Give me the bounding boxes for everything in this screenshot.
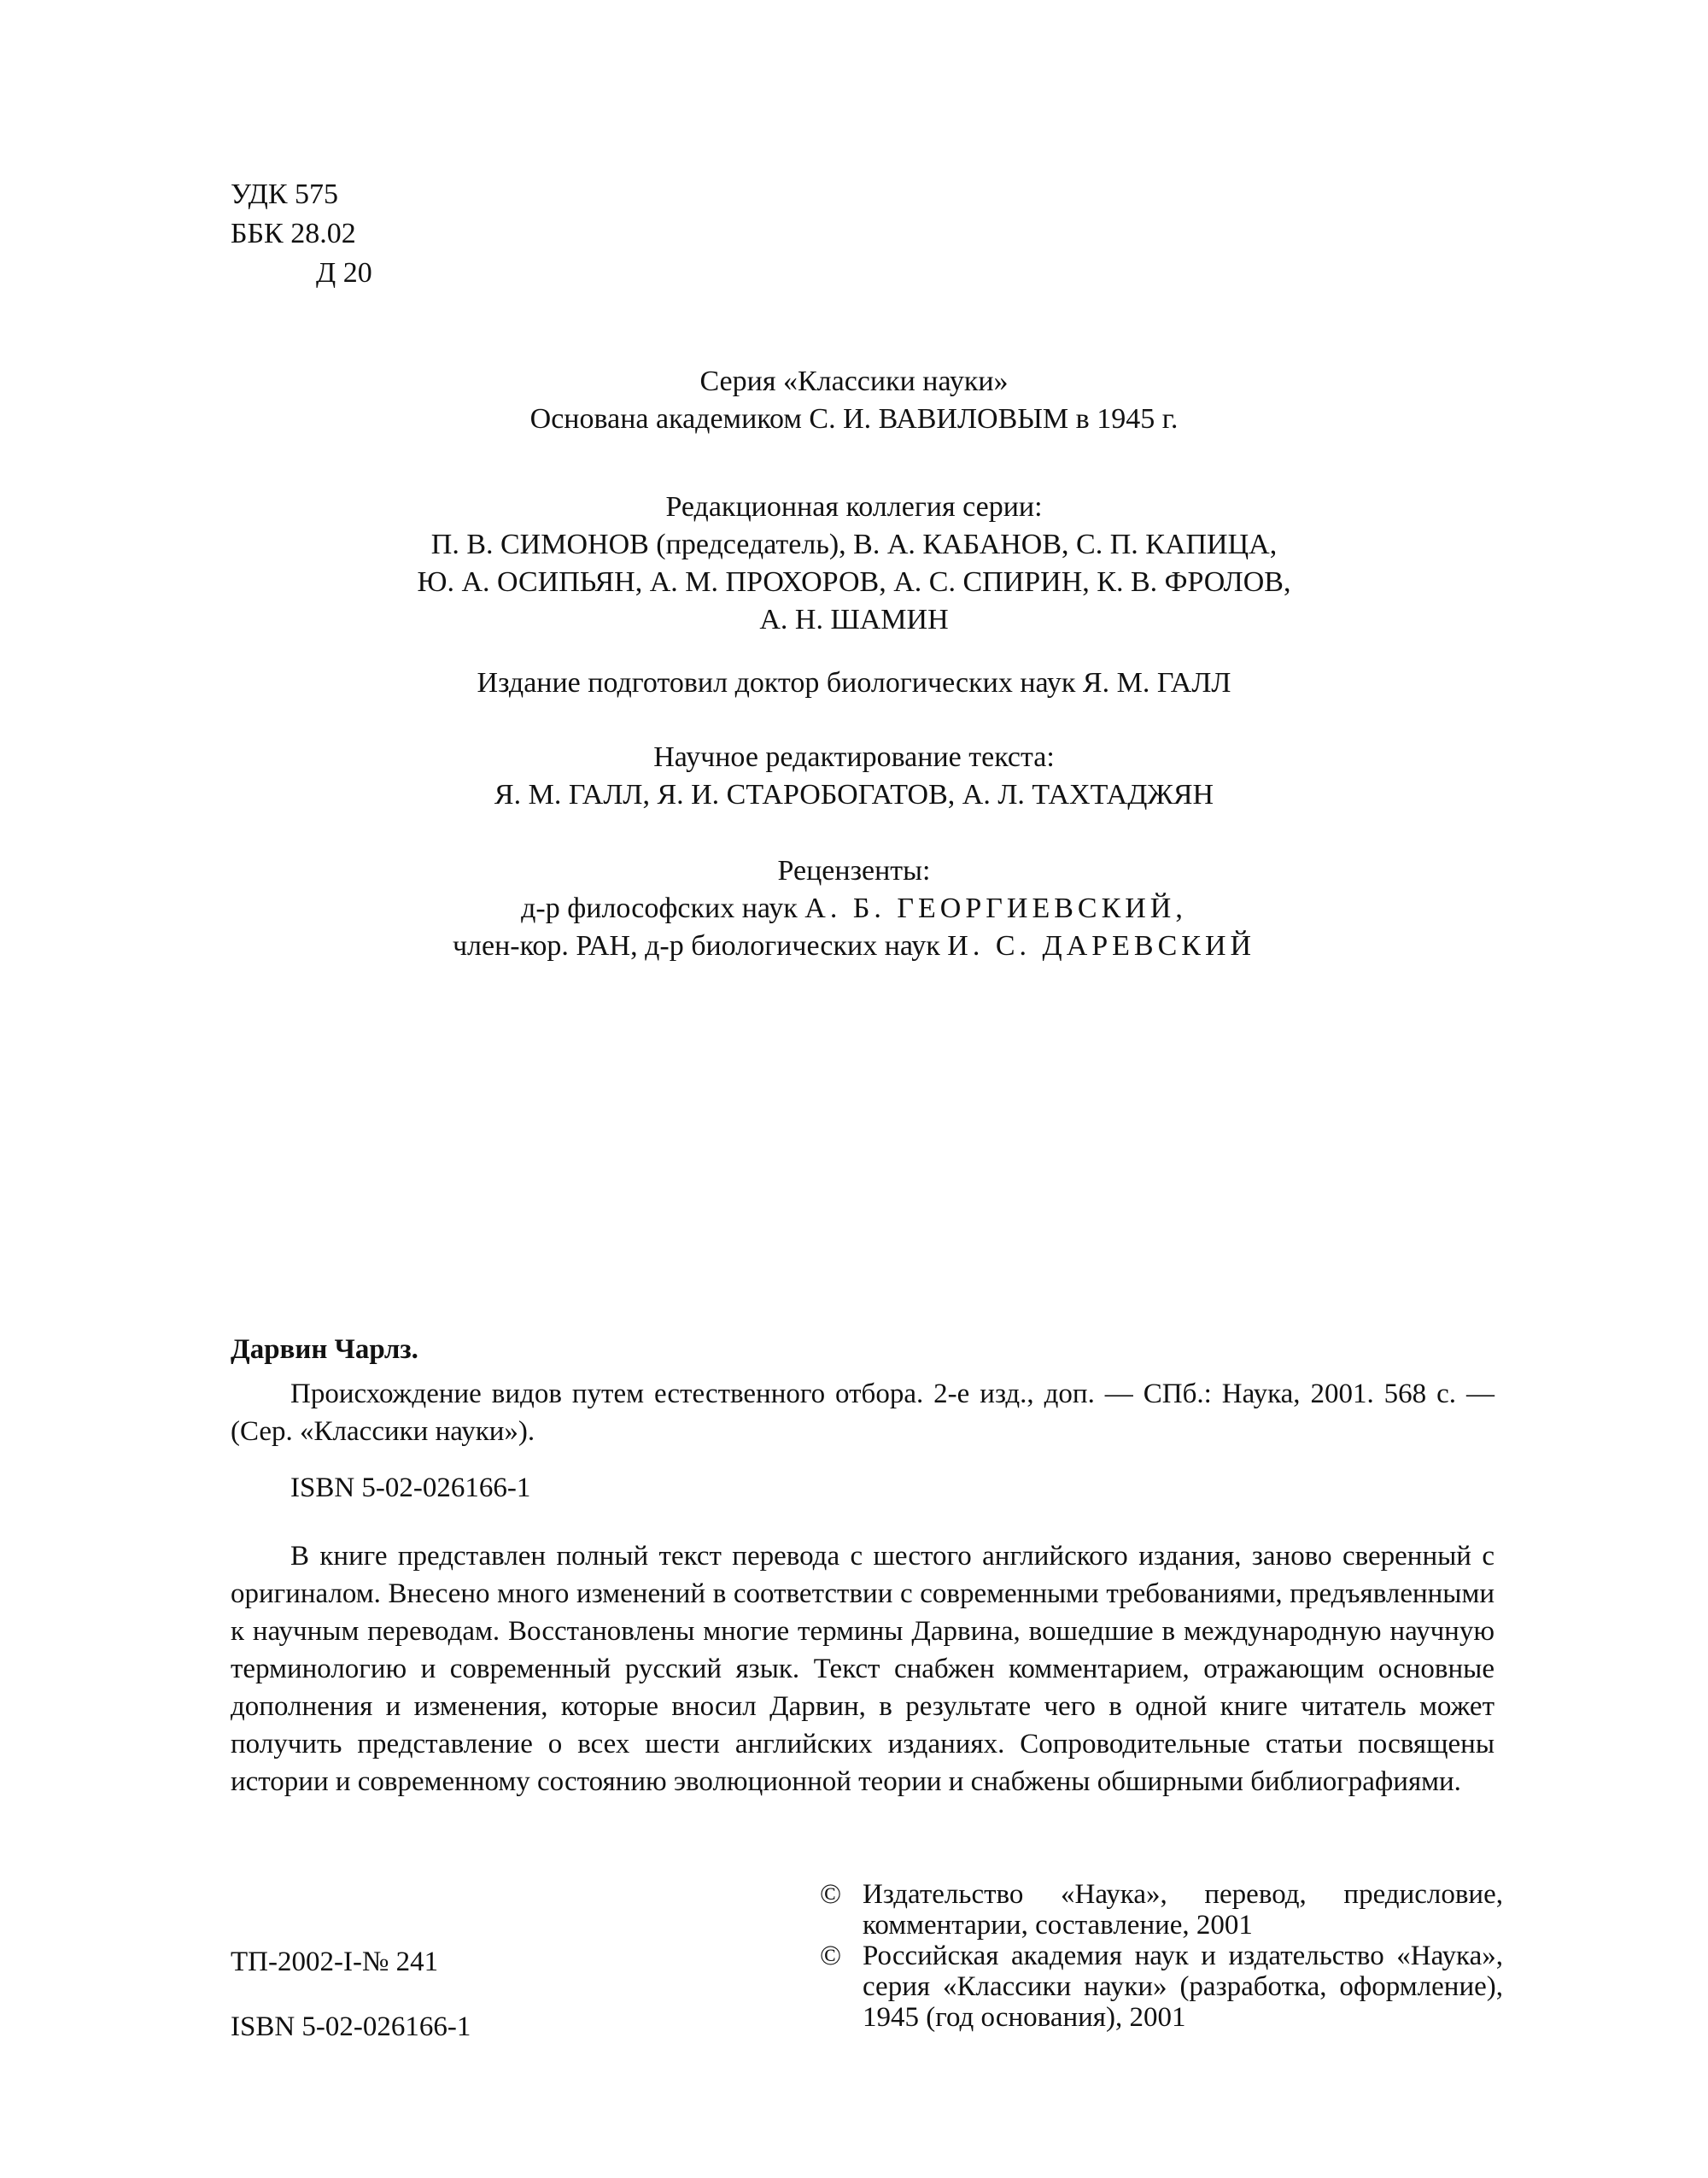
editorial-board-heading: Редакционная коллегия серии: [665, 491, 1043, 523]
editorial-board-line: А. Н. ШАМИН [759, 604, 949, 635]
scientific-editing-names: Я. М. ГАЛЛ, Я. И. СТАРОБОГАТОВ, А. Л. ТАХТАДЖЯН [494, 779, 1214, 811]
copyright-symbol: © [820, 1941, 842, 1971]
reviewer-name: И. С. ДАРЕВСКИЙ [947, 930, 1256, 962]
copyright-text: Издательство «Наука», перевод, предисловие, комментарии, составление, 2001 [863, 1879, 1503, 1941]
bibliographic-record [231, 1331, 1494, 1800]
prepared-by-text: Издание подготовил доктор биологических наук Я. М. ГАЛЛ [477, 667, 1231, 699]
reviewer-title: д-р философских наук [521, 893, 805, 924]
reviewer-title: член-кор. РАН, д-р биологических наук [452, 930, 948, 962]
record-isbn: ISBN 5-02-026166-1 [290, 1472, 531, 1503]
prepared-by [0, 665, 1708, 702]
copyright-symbol: © [820, 1879, 842, 1910]
footer-isbn: ISBN 5-02-026166-1 [231, 2011, 471, 2042]
tp-code: ТП-2002-I-№ 241 [231, 1947, 439, 1977]
reviewer-line [0, 928, 1708, 965]
copyright-notice [820, 1941, 1503, 2033]
scientific-editing-block [0, 739, 1708, 814]
record-description: Происхождение видов путем естественного отбора. 2-е изд., доп. — СПб.: Наука, 2001. 568 с. — (Сер. «Классики науки»). [231, 1379, 1494, 1447]
series-founded: Основана академиком С. И. ВАВИЛОВЫМ в 1945 г. [529, 403, 1179, 435]
copyright-block [820, 1879, 1503, 2033]
bbk-code: ББК 28.02 [231, 218, 356, 249]
editorial-board-line: П. В. СИМОНОВ (председатель), В. А. КАБАНОВ, С. П. КАПИЦА, [430, 529, 1278, 560]
udk-code: УДК 575 [231, 179, 339, 210]
editorial-board-block [0, 489, 1708, 639]
reviewers-heading: Рецензенты: [777, 855, 931, 887]
reviewers-block [0, 852, 1708, 965]
series-block [0, 363, 1708, 438]
record-author: Дарвин Чарлз. [231, 1334, 418, 1365]
copyright-text: Российская академия наук и издательство «Наука», серия «Классики науки» (разработка, оформление), 1945 (год основания), 2001 [863, 1941, 1503, 2033]
classification-block [231, 175, 372, 293]
record-abstract: В книге представлен полный текст перевода с шестого английского издания, заново сверенный с оригиналом. Внесено много изменений в соответствии с современными требованиями, предъявленными к научным переводам. Восстановлены многие термины Дарвина, вошедшие в международную научную терминологию и современный русский язык. Текст снабжен комментарием, отражающим основные дополнения и изменения, которые вносил Дарвин, в результате чего в одной книге читатель может получить представление о всех шести английских изданиях. Сопроводительные статьи посвящены истории и современному состоянию эволюционной теории и снабжены обширными библиографиями. [231, 1541, 1494, 1797]
series-name: Серия «Классики науки» [699, 366, 1009, 397]
reviewer-line [0, 890, 1708, 928]
author-mark: Д 20 [316, 257, 372, 289]
reviewer-name: А. Б. ГЕОРГИЕВСКИЙ, [804, 893, 1187, 924]
scientific-editing-heading: Научное редактирование текста: [653, 741, 1055, 773]
editorial-board-line: Ю. А. ОСИПЬЯН, А. М. ПРОХОРОВ, А. С. СПИРИН, К. В. ФРОЛОВ, [417, 566, 1291, 598]
copyright-notice [820, 1879, 1503, 1941]
